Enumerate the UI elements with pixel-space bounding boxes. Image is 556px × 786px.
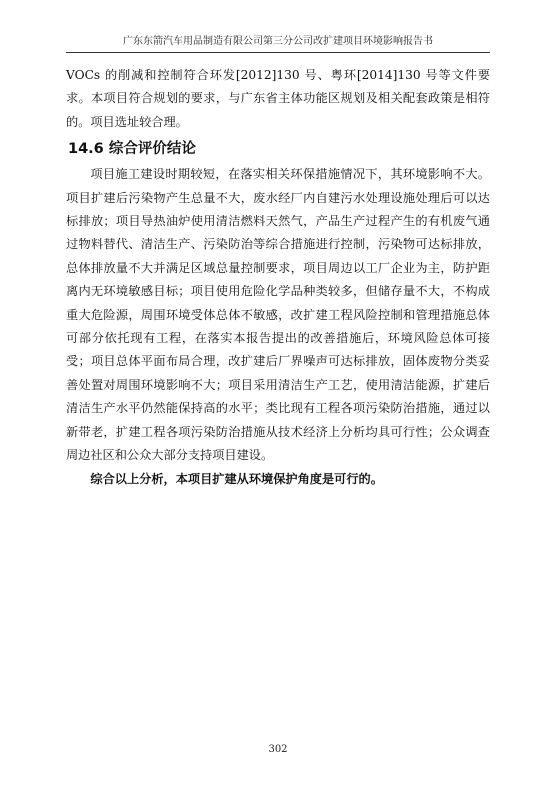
header-rule <box>66 52 490 53</box>
body-text <box>66 64 490 491</box>
main-paragraph: 项目施工建设时期较短，在落实相关环保措施情况下，其环境影响不大。项目扩建后污染物产生总量不大，废水经厂内自建污水处理设施处理后可以达标排放；项目导热油炉使用清洁燃料天然气，产品生产过程产生的有机废气通过物料替代、清洁生产、污染防治等综合措施进行控制，污染物可达标排放，总体排放量不大并满足区域总量控制要求，项目周边以工厂企业为主，防护距离内无环境敏感目标；项目使用危险化学品种类较多，但储存量不大，不构成重大危险源，周围环境受体总体不敏感，改扩建工程风险控制和管理措施总体可部分依托现有工程，在落实本报告提出的改善措施后，环境风险总体可接受；项目总体平面布局合理，改扩建后厂界噪声可达标排放，固体废物分类妥善处置对周围环境影响不大；项目采用清洁生产工艺，使用清洁能源，扩建后清洁生产水平仍然能保持高的水平；类比现有工程各项污染防治措施，通过以新带老，扩建工程各项污染防治措施从技术经济上分析均具可行性；公众调查周边社区和公众大部分支持项目建设。 <box>66 167 490 463</box>
conclusion-paragraph: 综合以上分析，本项目扩建从环境保护角度是可行的。 <box>90 471 383 486</box>
intro-paragraph: VOCs 的削减和控制符合环发[2012]130 号、粤环[2014]130 号等文件要求。本项目符合规划的要求，与广东省主体功能区规划及相关配套政策是相符的。项目选址较合理。 <box>66 68 490 129</box>
running-header: 广东东箭汽车用品制造有限公司第三分公司改扩建项目环境影响报告书 <box>123 36 433 47</box>
page-number: 302 <box>268 744 288 755</box>
section-heading: 14.6 综合评价结论 <box>68 141 196 158</box>
